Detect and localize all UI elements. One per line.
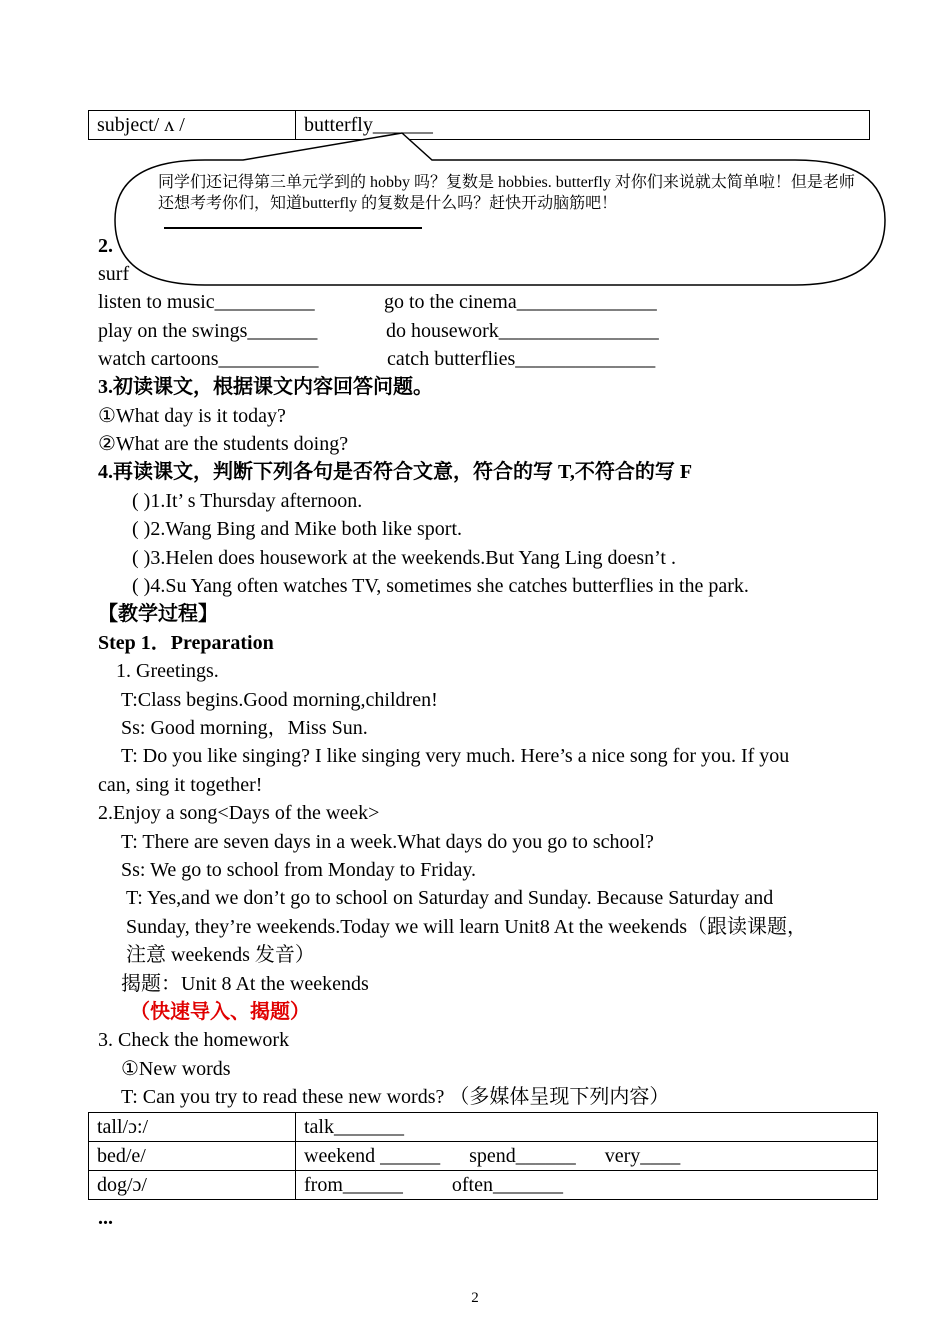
word-often: often_______ (451, 1174, 563, 1196)
top-table-cell-1: subject/ ʌ / (89, 111, 296, 140)
students-line-1: Ss: Good morning，Miss Sun. (121, 717, 368, 739)
section4-item-1: ( )1.It’ s Thursday afternoon. (132, 490, 363, 512)
table-row (89, 1113, 878, 1142)
section2-heading: 2. (98, 235, 113, 257)
words-cell (296, 1171, 878, 1200)
section2-row-2-left: play on the swings_______ (98, 320, 318, 342)
section2-row-1-left: listen to music__________ (98, 291, 315, 313)
word-very: very____ (604, 1145, 681, 1167)
teacher-line-4c: 注意 weekends 发音） (126, 944, 315, 966)
teacher-line-4a: T: Yes,and we don’t go to school on Saturday and Sunday. Because Saturday and (126, 887, 774, 909)
teacher-line-3: T: There are seven days in a week.What days do you go to school? (121, 831, 654, 853)
teaching-note: （快速导入、揭题） (130, 1001, 310, 1023)
teacher-line-4b: Sunday, they’re weekends.Today we will learn Unit8 At the weekends（跟读课题， (126, 916, 808, 938)
process-heading: 【教学过程】 (98, 603, 218, 625)
phonics-cell: dog/ɔ/ (89, 1171, 296, 1200)
greetings-line: 1. Greetings. (116, 660, 219, 682)
phonics-cell: tall/ɔ:/ (89, 1113, 296, 1142)
check-homework-line: 3. Check the homework (98, 1029, 290, 1051)
callout-answer-blank[interactable] (164, 227, 422, 229)
teacher-line-5: T: Can you try to read these new words? （多媒体呈现下列内容） (121, 1086, 670, 1108)
top-table-cell-2: butterfly______ (296, 111, 870, 140)
teacher-line-2b: can, sing it together! (98, 774, 263, 796)
section4-item-4: ( )4.Su Yang often watches TV, sometimes she catches butterflies in the park. (132, 575, 749, 597)
section2-row-3-right: catch butterflies______________ (387, 348, 656, 370)
section3-heading: 3.初读课文，根据课文内容回答问题。 (98, 376, 433, 398)
section2-row-2-right: do housework________________ (386, 320, 659, 342)
ellipsis: ... (98, 1207, 113, 1229)
phonics-cell: bed/e/ (89, 1142, 296, 1171)
new-words-line: ①New words (121, 1058, 231, 1080)
teacher-line-1: T:Class begins.Good morning,children! (121, 689, 438, 711)
table-row (89, 1171, 878, 1200)
word-from: from______ (304, 1174, 403, 1196)
section2-partial-line: surf (98, 263, 130, 285)
callout-text (158, 172, 858, 235)
speech-bubble-callout (0, 0, 950, 300)
word-spend: spend______ (469, 1145, 576, 1167)
words-cell (296, 1142, 878, 1171)
section2-row-3-left: watch cartoons__________ (98, 348, 319, 370)
callout-message: 同学们还记得第三单元学到的 hobby 吗？复数是 hobbies. butterfly 对你们来说就太简单啦！但是老师还想考考你们，知道butterfly 的复数是什么吗？赶快开动脑筋吧！ (158, 174, 855, 212)
step1-heading: Step 1．Preparation (98, 632, 274, 654)
new-words-table (88, 1112, 878, 1200)
section3-question-2: ②What are the students doing? (98, 433, 349, 455)
teacher-line-2a: T: Do you like singing? I like singing very much. Here’s a nice song for you. If you (121, 745, 790, 767)
song-line: 2.Enjoy a song<Days of the week> (98, 802, 380, 824)
words-cell: talk_______ (296, 1113, 878, 1142)
section4-item-3: ( )3.Helen does housework at the weekends.But Yang Ling doesn’t . (132, 547, 676, 569)
section3-question-1: ①What day is it today? (98, 405, 286, 427)
section4-heading: 4.再读课文，判断下列各句是否符合文意，符合的写 T,不符合的写 F (98, 461, 693, 483)
reveal-title-line: 揭题：Unit 8 At the weekends (121, 973, 369, 995)
word-weekend: weekend ______ (304, 1145, 441, 1167)
section2-row-1-right: go to the cinema______________ (384, 291, 657, 313)
section4-item-2: ( )2.Wang Bing and Mike both like sport. (132, 518, 463, 540)
table-row (89, 1142, 878, 1171)
page-number: 2 (471, 1290, 479, 1306)
students-line-2: Ss: We go to school from Monday to Friday. (121, 859, 477, 881)
